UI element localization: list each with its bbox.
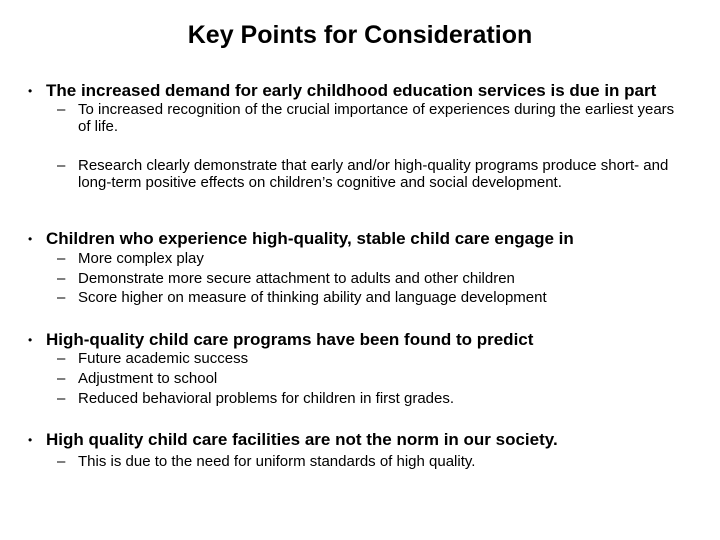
dash-icon: – xyxy=(57,453,66,470)
sub-point-text: Demonstrate more secure attachment to adults and other children xyxy=(78,270,515,287)
sub-point-text: Future academic success xyxy=(78,350,249,367)
slide-title: Key Points for Consideration xyxy=(187,21,533,49)
sub-point-text: Reduced behavioral problems for children in first grades. xyxy=(78,390,455,407)
dash-icon: – xyxy=(57,250,66,267)
key-point-text: High-quality child care programs have been found to predict xyxy=(46,330,534,349)
sub-point-text: Score higher on measure of thinking ability and language development xyxy=(78,289,547,306)
sub-point-text: To increased recognition of the crucial importance of experiences during the earliest years of life. xyxy=(78,101,675,135)
key-point-text: Children who experience high-quality, stable child care engage in xyxy=(46,229,574,248)
dash-icon: – xyxy=(57,370,66,387)
key-point-text: High quality child care facilities are not the norm in our society. xyxy=(46,430,558,449)
bullet-icon: • xyxy=(28,433,33,447)
dash-icon: – xyxy=(57,101,66,118)
key-point-text: The increased demand for early childhood education services is due in part xyxy=(46,81,657,100)
dash-icon: – xyxy=(57,157,66,174)
dash-icon: – xyxy=(57,390,66,407)
dash-icon: – xyxy=(57,289,66,306)
sub-point-text: Research clearly demonstrate that early and/or high-quality programs produce short- and long-term positive effects on children’s cognitive and social development. xyxy=(78,157,669,191)
bullet-icon: • xyxy=(28,333,33,347)
sub-point-text: Adjustment to school xyxy=(78,370,218,387)
sub-point-text: More complex play xyxy=(78,250,204,267)
dash-icon: – xyxy=(57,270,66,287)
bullet-icon: • xyxy=(28,84,33,98)
bullet-icon: • xyxy=(28,232,33,246)
dash-icon: – xyxy=(57,350,66,367)
sub-point-text: This is due to the need for uniform standards of high quality. xyxy=(78,453,476,470)
